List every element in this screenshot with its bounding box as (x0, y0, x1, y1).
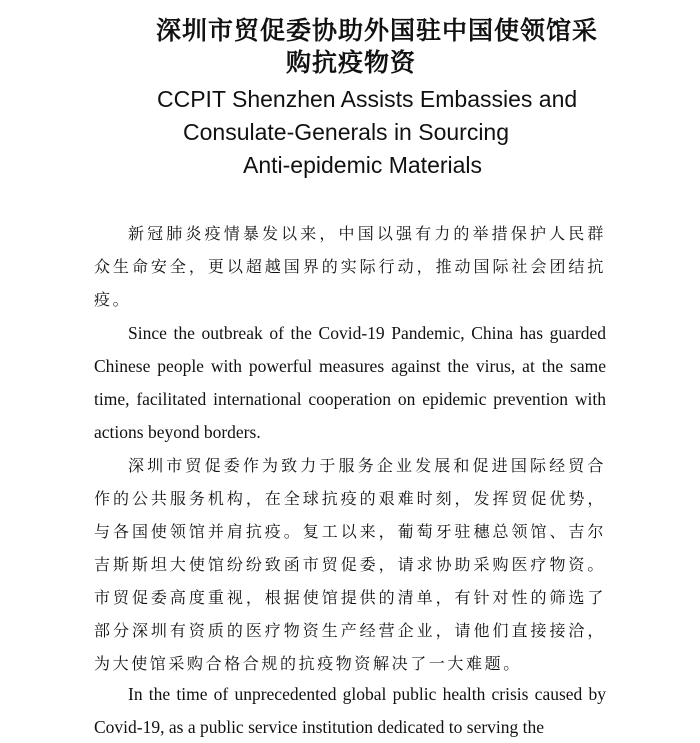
title-english-line-1: CCPIT Shenzhen Assists Embassies and (157, 86, 578, 112)
title-chinese-line-2: 购抗疫物资 (286, 48, 417, 77)
paragraph-2-english: In the time of unprecedented global public health crisis caused by Covid-19, as a public service institution dedicated to serving the (94, 684, 606, 737)
title-chinese-line-1: 深圳市贸促委协助外国驻中国使领馆采 (156, 16, 599, 45)
paragraph-1-english: Since the outbreak of the Covid-19 Pandemic, China has guarded Chinese people with powerful measures against the virus, at the same time, facilitated international cooperation on epidemic prevention with actions beyond borders. (94, 323, 606, 442)
title-english-line-2: Consulate-Generals in Sourcing (183, 119, 510, 145)
paragraph-1-chinese: 新冠肺炎疫情暴发以来，中国以强有力的举措保护人民群众生命安全，更以超越国界的实际行动，推动国际社会团结抗疫。 (94, 224, 606, 309)
title-english-line-3: Anti-epidemic Materials (243, 152, 483, 178)
paragraph-2-chinese: 深圳市贸促委作为致力于服务企业发展和促进国际经贸合作的公共服务机构，在全球抗疫的艰难时刻，发挥贸促优势，与各国使领馆并肩抗疫。复工以来，葡萄牙驻穗总领馆、吉尔吉斯斯坦大使馆纷纷致函市贸促委，请求协助采购医疗物资。市贸促委高度重视，根据使馆提供的清单，有针对性的筛选了部分深圳有资质的医疗物资生产经营企业，请他们直接接洽，为大使馆采购合格合规的抗疫物资解决了一大难题。 (94, 456, 606, 673)
